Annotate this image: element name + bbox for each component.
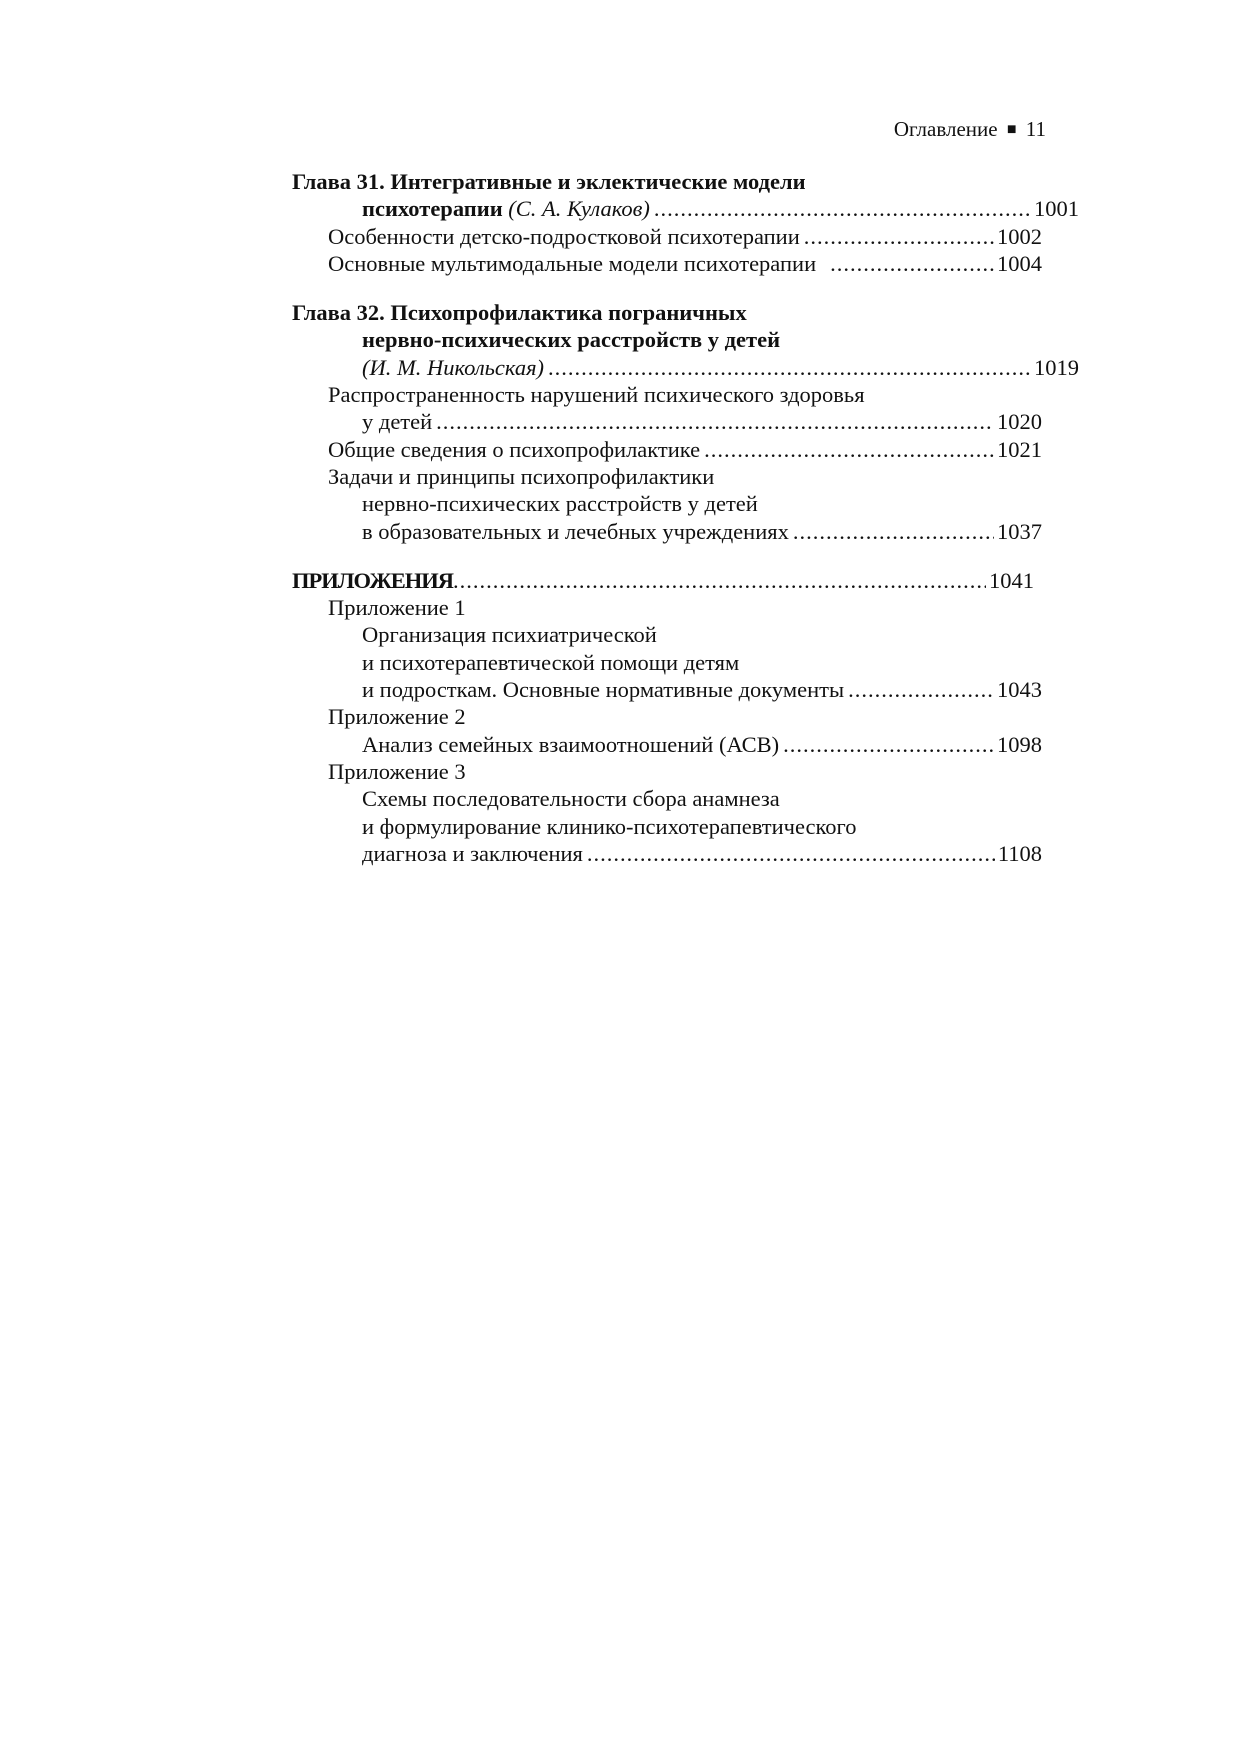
- toc-entry-text: в образовательных и лечебных учреждениях: [362, 518, 789, 544]
- spacer: [292, 545, 1042, 567]
- toc-appendix-2-entry[interactable]: [292, 731, 1042, 758]
- leader-dots: [804, 223, 994, 250]
- toc-entry-ch32-sub1-line1[interactable]: [292, 381, 1042, 408]
- toc-chapter-31-heading[interactable]: [292, 168, 1042, 195]
- toc-entry-text: нервно-психических расстройств у детей: [362, 491, 758, 517]
- toc-appendix-3-line1[interactable]: Схемы последовательности сбора анамнеза: [362, 786, 780, 812]
- toc-entry-text: Распространенность нарушений психического здоровья: [328, 382, 865, 408]
- toc-chapter-31-title-line1: Глава 31. Интегративные и эклектические модели: [292, 169, 806, 194]
- spacer: [292, 277, 1042, 299]
- toc-chapter-32-title-line2: нервно-психических расстройств у детей: [362, 327, 781, 353]
- toc-page-number: 1021: [997, 436, 1042, 462]
- toc-entry-text: Анализ семейных взаимоотношений (АСВ): [362, 731, 780, 757]
- table-of-contents: [292, 168, 1079, 867]
- toc-chapter-32-title-line1: Глава 32. Психопрофилактика пограничных: [292, 300, 747, 326]
- toc-entry-text: Основные мультимодальные модели психотерапии: [328, 250, 817, 276]
- toc-appendix-1-line2[interactable]: и психотерапевтической помощи детям: [362, 649, 740, 675]
- toc-entry-ch31-sub1[interactable]: [292, 223, 1042, 250]
- toc-appendix-1-entry[interactable]: [292, 676, 1042, 703]
- toc-page-number: 1108: [997, 840, 1042, 866]
- toc-entry-ch32-sub3[interactable]: [292, 518, 1042, 545]
- toc-page-number: 1098: [997, 731, 1042, 757]
- running-head-section: Оглавление: [893, 117, 998, 141]
- toc-chapter-32-heading[interactable]: [292, 299, 1042, 326]
- running-head: [894, 116, 1046, 145]
- toc-chapter-32-title-line2-row: [292, 326, 1042, 353]
- leader-dots: [587, 840, 995, 867]
- leader-dots: [436, 408, 994, 435]
- toc-appendices-title: ПРИЛОЖЕНИЯ: [292, 567, 453, 593]
- toc-chapter-32-author: (И. М. Никольская): [362, 354, 545, 380]
- toc-appendix-3-line2[interactable]: и формулирование клинико-психотерапевтического: [362, 813, 857, 839]
- toc-entry-text: Особенности детско-подростковой психотерапии: [328, 223, 800, 249]
- page-number: 11: [1025, 117, 1046, 141]
- leader-dots: [704, 436, 994, 463]
- leader-dots: [453, 567, 986, 594]
- toc-entry-text: Задачи и принципы психопрофилактики: [328, 463, 715, 489]
- square-bullet-icon: ■: [1006, 121, 1017, 138]
- leader-dots: [830, 250, 994, 277]
- toc-page-number: 1020: [997, 409, 1042, 435]
- toc-appendix-1-line1[interactable]: Организация психиатрической: [362, 622, 657, 648]
- toc-chapter-31-author: (С. А. Кулаков): [508, 196, 650, 222]
- leader-dots: [793, 518, 994, 545]
- toc-appendix-3-label[interactable]: Приложение 3: [328, 758, 466, 784]
- toc-page-number: 1001: [1034, 196, 1079, 222]
- leader-dots: [548, 354, 1031, 381]
- toc-page-number: 1041: [989, 567, 1034, 593]
- toc-appendix-3-entry[interactable]: [292, 840, 1042, 867]
- toc-entry-ch32-sub3-line1[interactable]: [292, 463, 1042, 490]
- toc-chapter-31-title-line2: психотерапии: [362, 196, 503, 222]
- toc-page-number: 1037: [997, 518, 1042, 544]
- toc-entry-text: диагноза и заключения: [362, 840, 583, 866]
- toc-page-number: 1043: [997, 677, 1042, 703]
- leader-dots: [783, 731, 994, 758]
- toc-entry-ch31-sub2[interactable]: [292, 250, 1042, 277]
- toc-chapter-32-entry[interactable]: [292, 354, 1079, 381]
- toc-appendix-1-label[interactable]: Приложение 1: [328, 595, 466, 621]
- toc-page-number: 1002: [997, 223, 1042, 249]
- toc-page-number: 1004: [997, 250, 1042, 276]
- toc-appendices-entry[interactable]: [292, 567, 1034, 594]
- leader-dots: [848, 676, 994, 703]
- toc-entry-ch32-sub3-line2[interactable]: [292, 490, 1042, 517]
- toc-entry-text: Общие сведения о психопрофилактике: [328, 436, 701, 462]
- toc-entry-ch32-sub1[interactable]: [292, 408, 1042, 435]
- toc-entry-text: и подросткам. Основные нормативные документы: [362, 677, 845, 703]
- leader-dots: [654, 195, 1031, 222]
- toc-appendix-2-label[interactable]: Приложение 2: [328, 704, 466, 730]
- toc-page-number: 1019: [1034, 354, 1079, 380]
- toc-chapter-31-entry[interactable]: [292, 195, 1079, 222]
- toc-entry-ch32-sub2[interactable]: [292, 436, 1042, 463]
- toc-entry-text: у детей: [362, 409, 433, 435]
